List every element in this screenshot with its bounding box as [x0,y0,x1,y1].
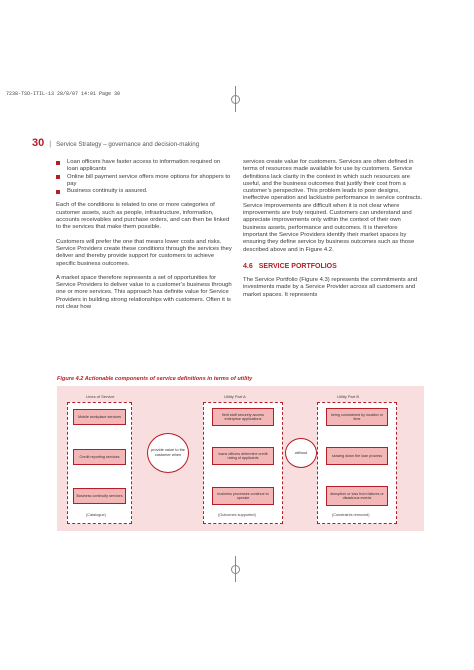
bullet-square-icon [56,161,60,165]
lines-of-service-header: Lines of Service [86,394,115,399]
print-slug: 7238-TSO-ITIL-13 28/8/07 14:01 Page 30 [6,91,121,97]
service-box-mobile-workplace: Mobile workplace services [73,409,126,425]
page-number: 30 [32,137,45,149]
constraint-box-location-time: being constrained by location or time [326,408,388,426]
outcome-box-loan-officers: loans officers determine credit rating of applicants [212,447,274,465]
body-paragraph: Each of the conditions is related to one or more categories of customer assets, such as people, infrastructure, information, accounts receivables and purchase orders, and can then be linked to the services that make them possible. [56,202,230,231]
outcome-box-business-processes: business processes continue to operate [212,487,274,505]
utility-part-a-header: Utility Part A [224,394,246,399]
bullet-item [56,159,232,174]
bullet-text: Online bill payment service offers more options for shoppers to pay [67,173,231,187]
utility-diagram [57,386,424,531]
value-circle: provide value to the customer when [147,433,189,473]
body-paragraph: Customers will prefer the one that means lower costs and risks. Service Providers create these conditions through the services they deliver and thereby provide support for customers to achieve specific business outcomes. [56,238,232,267]
body-paragraph: A market space therefore represents a set of opportunities for Service Providers to deliver value to a customer’s business through one or more services. This approach has definite value for Service Providers in building strong relationships with customers. Often it is not clear how [56,274,232,311]
body-paragraph: services create value for customers. Services are often defined in terms of resources made available for use by customers. Service definitions lack clarity in the context in which such resources are useful, and the business outcomes that justify their cost from a customer’s perspective. This problem leads to poor designs, ineffective operation and lacklustre performance in service contracts. Service improvements are difficult when it is not clear where improvements are truly required. Customers can understand and appreciate improvements only within the context of their own business assets, performance and outcomes. It is therefore important the Service Providers identify their market spaces by ensuring they define service by business outcomes such as those described above and in Figure 4.2. [243,159,422,253]
outcome-box-field-staff: field staff securely access enterprise applications [212,408,274,426]
figure-caption: Figure 4.2 Actionable components of service definitions in terms of utility [57,376,253,382]
bullet-text: Business continuity is assured. [67,188,148,195]
bullet-square-icon [56,175,60,179]
left-column [56,159,232,318]
bullet-text: Loan officers have faster access to information required on loan applicants [67,159,221,173]
bullet-item [56,188,232,195]
utility-part-b-header: Utility Part B [337,394,360,399]
running-title: Service Strategy – governance and decision-making [56,141,200,148]
constraint-box-disruption: disruption or loss from failures or disastrous events [326,486,388,506]
header-separator: | [49,141,52,148]
running-header [32,137,199,149]
crop-mark-circle-top [231,95,240,104]
section-heading [243,263,423,270]
constraint-box-loan-process: slowing down the loan process [326,447,388,465]
crop-mark-circle-bottom [231,565,240,574]
bullet-item [56,174,232,189]
section-title: SERVICE PORTFOLIOS [258,262,337,270]
service-box-business-continuity: Business continuity services [73,488,126,504]
without-circle: without [285,438,317,468]
right-column [243,159,423,306]
constraints-removed-label: (Constraints removed) [332,513,370,517]
bullet-square-icon [56,190,60,194]
body-paragraph: The Service Portfolio (Figure 4.3) represents the commitments and investments made by a Service Provider across all customers and market spaces. It represents [243,277,418,298]
section-number: 4.6 [243,262,253,270]
service-box-credit-reporting: Credit reporting services [73,449,126,465]
catalogue-label: (Catalogue) [86,513,106,517]
outcomes-supported-label: (Outcomes supported) [218,513,256,517]
